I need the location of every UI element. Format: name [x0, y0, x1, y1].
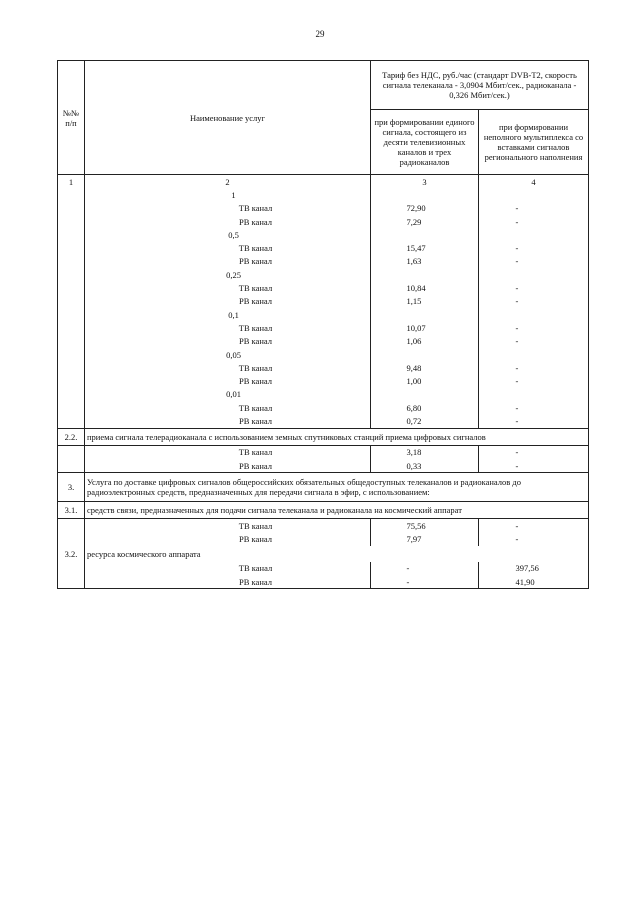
- col3-value-cell: [371, 533, 479, 546]
- tariff-table: [57, 60, 589, 589]
- channel-name-cell: [85, 295, 371, 308]
- channel-name-cell: [85, 215, 371, 228]
- num-cell: [58, 361, 85, 374]
- num-cell: [58, 215, 85, 228]
- power-level-label: [85, 188, 371, 201]
- num-cell: [58, 308, 85, 321]
- channel-name-cell: [85, 374, 371, 387]
- num-cell: [58, 519, 85, 533]
- col4-value-cell: [479, 459, 589, 473]
- col3-value-cell: [371, 202, 479, 215]
- col4-empty: [479, 388, 589, 401]
- table-row: [58, 546, 589, 562]
- col4-value-cell: [479, 361, 589, 374]
- col3-value-cell: [371, 374, 479, 387]
- channel-name: ТВ канал: [238, 520, 273, 531]
- col3-value-cell: [371, 562, 479, 575]
- channel-name: ТВ канал: [238, 283, 273, 294]
- num-cell: [58, 459, 85, 473]
- header-tariff-title: Тариф без НДС, руб./час (стандарт DVB-T2, скорость сигнала телеканала - 3,0904 Мбит/сек., радиоканала - 0,326 Мбит/сек.): [371, 61, 589, 110]
- num-cell: [58, 321, 85, 334]
- section-number: 3.1.: [58, 502, 85, 519]
- table-row: [58, 188, 589, 201]
- table-row: [58, 575, 589, 589]
- col3-value-cell: [371, 281, 479, 294]
- col3-value: 0,72: [406, 415, 422, 426]
- channel-name: ТВ канал: [238, 243, 273, 254]
- col3-empty: [371, 188, 479, 201]
- col4-value-cell: [479, 519, 589, 533]
- col4-value-cell: [479, 374, 589, 387]
- channel-name: ТВ канал: [238, 322, 273, 333]
- table-row: [58, 533, 589, 546]
- col3-value: 9,48: [406, 362, 422, 373]
- col3-value-cell: [371, 335, 479, 348]
- power-level-label: [85, 348, 371, 361]
- channel-name: ТВ канал: [238, 402, 273, 413]
- section-3-1-text: средств связи, предназначенных для подачи сигнала телеканала и радиоканала на космический аппарат: [85, 502, 589, 519]
- table-row: [58, 295, 589, 308]
- col4-value-cell: [479, 335, 589, 348]
- num-cell: [58, 188, 85, 201]
- col4-value: -: [515, 415, 519, 426]
- col-number-4: 4: [479, 175, 589, 189]
- table-row: [58, 241, 589, 254]
- col-number-3: 3: [371, 175, 479, 189]
- col4-value: -: [515, 447, 519, 458]
- col4-value: -: [515, 336, 519, 347]
- col4-value-cell: [479, 321, 589, 334]
- num-cell: [58, 295, 85, 308]
- channel-name: РВ канал: [239, 460, 272, 471]
- channel-name: ТВ канал: [238, 447, 273, 458]
- channel-name-cell: [85, 401, 371, 414]
- table-row: [58, 202, 589, 215]
- col3-value: 6,80: [406, 402, 422, 413]
- col4-value-cell: [479, 281, 589, 294]
- col3-value-cell: [371, 295, 479, 308]
- col4-value: -: [515, 534, 519, 545]
- col4-value: -: [515, 203, 519, 214]
- channel-name: РВ канал: [239, 336, 272, 347]
- num-cell: [58, 335, 85, 348]
- channel-name: РВ канал: [239, 296, 272, 307]
- table-row: [58, 502, 589, 519]
- col3-value-cell: [371, 575, 479, 589]
- col4-value: 41,90: [515, 576, 535, 587]
- col3-value: -: [406, 576, 410, 587]
- col3-empty: [371, 228, 479, 241]
- col3-empty: [371, 308, 479, 321]
- section-number: 3.2.: [58, 546, 85, 562]
- col3-value: 1,00: [406, 376, 422, 387]
- channel-name: ТВ канал: [238, 563, 273, 574]
- num-cell: [58, 255, 85, 268]
- table-row: [58, 348, 589, 361]
- col4-value: -: [515, 362, 519, 373]
- col4-value: -: [515, 243, 519, 254]
- table-row: [58, 388, 589, 401]
- table-row: [58, 361, 589, 374]
- table-row: [58, 308, 589, 321]
- channel-name: РВ канал: [239, 534, 272, 545]
- col3-value: 15,47: [406, 243, 426, 254]
- num-cell: [58, 241, 85, 254]
- channel-name-cell: [85, 321, 371, 334]
- table-row: [58, 374, 589, 387]
- num-cell: [58, 533, 85, 546]
- table-row: [58, 228, 589, 241]
- channel-name-cell: [85, 519, 371, 533]
- channel-name-cell: [85, 575, 371, 589]
- power-level-value: 0,01: [226, 389, 241, 400]
- col4-value: -: [515, 256, 519, 267]
- table-row: [58, 321, 589, 334]
- channel-name-cell: [85, 361, 371, 374]
- col4-empty: [479, 228, 589, 241]
- col3-value: -: [406, 563, 410, 574]
- power-level-label: [85, 388, 371, 401]
- channel-name-cell: [85, 335, 371, 348]
- channel-name-cell: [85, 255, 371, 268]
- col4-value: -: [515, 402, 519, 413]
- col3-value-cell: [371, 361, 479, 374]
- channel-name-cell: [85, 533, 371, 546]
- col4-value-cell: [479, 414, 589, 428]
- col3-empty: [371, 388, 479, 401]
- channel-name: РВ канал: [239, 576, 272, 587]
- table-row: [58, 445, 589, 459]
- table-row: [58, 459, 589, 473]
- col4-empty: [479, 188, 589, 201]
- col4-value-cell: [479, 295, 589, 308]
- col4-empty: [479, 308, 589, 321]
- col-number-1: 1: [58, 175, 85, 189]
- power-level-value: 0,05: [226, 349, 241, 360]
- power-level-value: 0,1: [228, 309, 239, 320]
- col3-empty: [371, 268, 479, 281]
- num-cell: [58, 575, 85, 589]
- page-number: 29: [315, 29, 325, 39]
- channel-name: ТВ канал: [238, 362, 273, 373]
- col3-value-cell: [371, 401, 479, 414]
- col-number-2: 2: [85, 175, 371, 189]
- col4-value-cell: [479, 533, 589, 546]
- col3-value: 75,56: [406, 520, 426, 531]
- col4-value-cell: [479, 255, 589, 268]
- channel-name: РВ канал: [239, 216, 272, 227]
- col3-value-cell: [371, 519, 479, 533]
- col4-value: -: [515, 283, 519, 294]
- col3-value-cell: [371, 414, 479, 428]
- col3-value: 7,29: [406, 216, 422, 227]
- col4-value: 397,56: [515, 563, 539, 574]
- channel-name: РВ канал: [239, 415, 272, 426]
- col4-value: -: [515, 520, 519, 531]
- header-col4: при формировании неполного мультиплекса со вставками сигналов регионального наполнения: [479, 110, 589, 175]
- section-number: 2.2.: [58, 428, 85, 445]
- section-3-text: Услуга по доставке цифровых сигналов общероссийских обязательных общедоступных телеканалов и радиоканалов до радиоэлектронных средств, предназначенных для передачи сигнала в эфир, с использованием:: [85, 473, 589, 502]
- table-row: [58, 428, 589, 445]
- col4-value: -: [515, 322, 519, 333]
- power-level-value: 0,25: [226, 269, 241, 280]
- col3-value: 1,63: [406, 256, 422, 267]
- col4-value-cell: [479, 401, 589, 414]
- channel-name: ТВ канал: [238, 203, 273, 214]
- col4-value: -: [515, 296, 519, 307]
- col4-value: -: [515, 460, 519, 471]
- col4-value-cell: [479, 241, 589, 254]
- col3-value-cell: [371, 445, 479, 459]
- channel-name: РВ канал: [239, 256, 272, 267]
- num-cell: [58, 202, 85, 215]
- col3-value: 72,90: [406, 203, 426, 214]
- col3-value: 1,06: [406, 336, 422, 347]
- power-level-value: 0,5: [228, 229, 239, 240]
- num-cell: [58, 414, 85, 428]
- col3-value-cell: [371, 459, 479, 473]
- col4-value-cell: [479, 215, 589, 228]
- power-level-value: 1: [231, 189, 236, 200]
- channel-name-cell: [85, 414, 371, 428]
- col3-value: 0,33: [406, 460, 422, 471]
- col3-value: 10,84: [406, 283, 426, 294]
- col4-value-cell: [479, 575, 589, 589]
- col4-value-cell: [479, 202, 589, 215]
- num-cell: [58, 445, 85, 459]
- col4-value-cell: [479, 562, 589, 575]
- col3-value: 10,07: [406, 322, 426, 333]
- table-row: [58, 562, 589, 575]
- col3-empty: [371, 348, 479, 361]
- table-row: [58, 414, 589, 428]
- power-level-label: [85, 308, 371, 321]
- num-cell: [58, 388, 85, 401]
- section-number: 3.: [58, 473, 85, 502]
- channel-name-cell: [85, 202, 371, 215]
- num-cell: [58, 348, 85, 361]
- col4-value-cell: [479, 445, 589, 459]
- col3-value-cell: [371, 321, 479, 334]
- table-row: [58, 401, 589, 414]
- table-row: [58, 519, 589, 533]
- num-cell: [58, 268, 85, 281]
- table-row: [58, 268, 589, 281]
- table-row: [58, 473, 589, 502]
- header-num-col: №№ п/п: [58, 61, 85, 175]
- section-3-2-text: ресурса космического аппарата: [85, 546, 589, 562]
- channel-name: РВ канал: [239, 376, 272, 387]
- channel-name-cell: [85, 445, 371, 459]
- table-row: [58, 255, 589, 268]
- col3-value-cell: [371, 255, 479, 268]
- num-cell: [58, 401, 85, 414]
- header-col3: при формировании единого сигнала, состоящего из десяти телевизионных каналов и трех радиоканалов: [371, 110, 479, 175]
- channel-name-cell: [85, 562, 371, 575]
- channel-name-cell: [85, 459, 371, 473]
- header-service-name: Наименование услуг: [85, 61, 371, 175]
- num-cell: [58, 562, 85, 575]
- col4-empty: [479, 268, 589, 281]
- num-cell: [58, 228, 85, 241]
- num-cell: [58, 281, 85, 294]
- col3-value: 1,15: [406, 296, 422, 307]
- channel-name-cell: [85, 241, 371, 254]
- col3-value: 7,97: [406, 534, 422, 545]
- section-2-2-text: приема сигнала телерадиоканала с использованием земных спутниковых станций приема цифровых сигналов: [85, 428, 589, 445]
- power-level-label: [85, 268, 371, 281]
- col3-value-cell: [371, 241, 479, 254]
- col4-value: -: [515, 216, 519, 227]
- num-cell: [58, 374, 85, 387]
- col4-value: -: [515, 376, 519, 387]
- table-row: [58, 281, 589, 294]
- col3-value-cell: [371, 215, 479, 228]
- col4-empty: [479, 348, 589, 361]
- col3-value: 3,18: [406, 447, 422, 458]
- table-row: [58, 215, 589, 228]
- channel-name-cell: [85, 281, 371, 294]
- table-row: [58, 335, 589, 348]
- power-level-label: [85, 228, 371, 241]
